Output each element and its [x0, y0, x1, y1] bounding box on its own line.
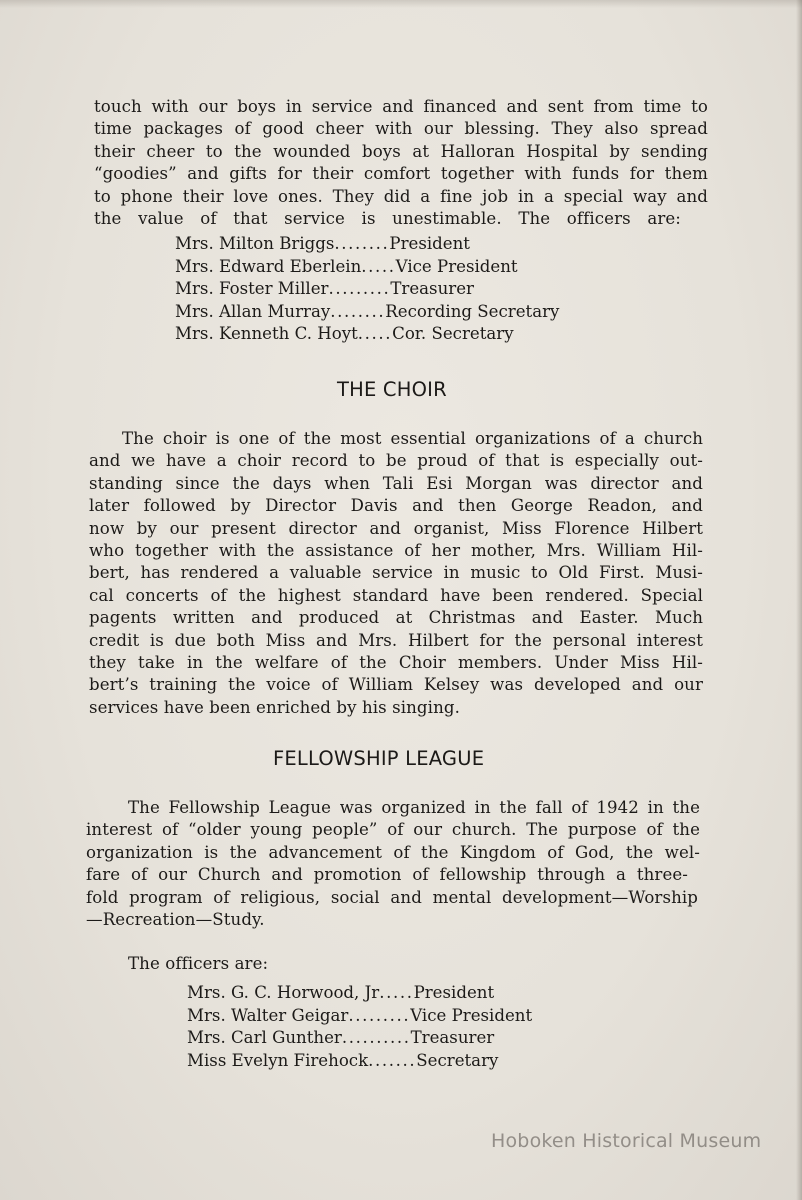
officer-name: Mrs. Walter Geigar	[187, 1005, 349, 1025]
intro-line: touch with our boys in service and financed and sent from time to	[94, 97, 708, 116]
choir-paragraph	[89, 428, 703, 719]
choir-line: who together with the assistance of her mother, Mrs. William Hil-	[89, 540, 703, 560]
officer-name: Mrs. Milton Briggs	[175, 234, 335, 253]
choir-line: they take in the welfare of the Choir members. Under Miss Hil-	[89, 652, 703, 672]
officer-name: Mrs. Foster Miller	[175, 279, 329, 299]
officer-name: Mrs. Allan Murray	[175, 301, 331, 321]
officer-leader-dots: .....	[361, 256, 396, 276]
officer-row	[175, 233, 559, 256]
officer-name: Mrs. Kenneth C. Hoyt	[175, 324, 358, 344]
fellowship-line: —Recreation—Study.	[86, 909, 265, 929]
officer-row	[187, 982, 532, 1005]
officers-list-fellowship	[187, 982, 532, 1072]
officer-leader-dots: ..........	[341, 1028, 411, 1048]
intro-line: “goodies” and gifts for their comfort together with funds for them	[94, 164, 708, 184]
fellowship-line: interest of “older young people” of our church. The purpose of the	[86, 820, 700, 840]
officers-intro	[128, 953, 328, 975]
fellowship-line: fare of our Church and promotion of fellowship through a three-	[86, 865, 688, 885]
officer-name: Mrs. Carl Gunther	[187, 1028, 342, 1048]
choir-line: The choir is one of the most essential organizations of a church	[122, 429, 703, 448]
officer-leader-dots: .........	[348, 1005, 411, 1025]
officer-row	[187, 1050, 532, 1073]
officer-leader-dots: .......	[368, 1050, 417, 1070]
officer-row	[187, 1027, 532, 1050]
fellowship-paragraph	[86, 797, 700, 931]
officer-leader-dots: .....	[357, 324, 393, 344]
officer-role: Treasurer	[390, 279, 474, 299]
intro-line: the value of that service is unestimable. The officers are:	[94, 208, 681, 228]
officer-row	[187, 1005, 532, 1028]
intro-paragraph	[94, 96, 708, 230]
officer-row	[175, 301, 559, 324]
choir-line: cal concerts of the highest standard have been rendered. Special	[89, 585, 703, 605]
fellowship-line: fold program of religious, social and mental development—Worship	[86, 887, 698, 907]
fellowship-line: organization is the advancement of the Kingdom of God, the wel-	[86, 842, 700, 862]
officer-role: Treasurer	[410, 1028, 495, 1048]
museum-watermark: Hoboken Historical Museum	[491, 1130, 762, 1152]
choir-line: and we have a choir record to be proud of that is especially out-	[89, 451, 703, 471]
intro-line: their cheer to the wounded boys at Halloran Hospital by sending	[94, 141, 708, 161]
officer-leader-dots: ........	[334, 234, 390, 253]
choir-line: bert’s training the voice of William Kelsey was developed and our	[89, 675, 703, 695]
officer-row	[175, 256, 559, 279]
officer-role: Vice President	[410, 1005, 533, 1025]
officer-leader-dots: ........	[330, 301, 386, 321]
officer-row	[175, 323, 559, 346]
intro-line: time packages of good cheer with our blessing. They also spread	[94, 119, 708, 139]
officer-role: Recording Secretary	[385, 301, 560, 321]
choir-line: credit is due both Miss and Mrs. Hilbert for the personal interest	[89, 630, 703, 650]
choir-line: services have been enriched by his singing.	[89, 697, 460, 717]
officer-role: Secretary	[416, 1050, 499, 1070]
officer-leader-dots: .....	[379, 983, 414, 1002]
officer-role: President	[389, 234, 470, 253]
officer-row	[175, 278, 559, 301]
officers-list-auxiliary	[175, 233, 559, 346]
page-edge-shadow	[796, 0, 802, 1200]
fellowship-line: The Fellowship League was organized in the fall of 1942 in the	[128, 798, 700, 817]
officer-role: Vice President	[395, 256, 518, 276]
officer-name: Mrs. G. C. Horwood, Jr	[187, 983, 380, 1002]
officer-name: Mrs. Edward Eberlein	[175, 256, 362, 276]
choir-line: bert, has rendered a valuable service in music to Old First. Musi-	[89, 563, 703, 583]
choir-line: now by our present director and organist, Miss Florence Hilbert	[89, 518, 703, 538]
choir-line: standing since the days when Tali Esi Morgan was director and	[89, 473, 703, 493]
officers-intro-text: The officers are:	[128, 954, 269, 973]
officer-name: Miss Evelyn Firehock	[187, 1050, 369, 1070]
officer-role: Cor. Secretary	[392, 324, 514, 344]
section-heading-fellowship: FELLOWSHIP LEAGUE	[273, 747, 485, 770]
officer-leader-dots: .........	[328, 279, 391, 299]
officer-role: President	[413, 983, 495, 1002]
intro-line: to phone their love ones. They did a fine job in a special way and	[94, 186, 708, 206]
section-heading-choir: THE CHOIR	[337, 378, 447, 401]
page-top-shadow	[0, 0, 802, 8]
choir-line: pagents written and produced at Christmas and Easter. Much	[89, 608, 703, 628]
choir-line: later followed by Director Davis and then George Readon, and	[89, 496, 703, 516]
